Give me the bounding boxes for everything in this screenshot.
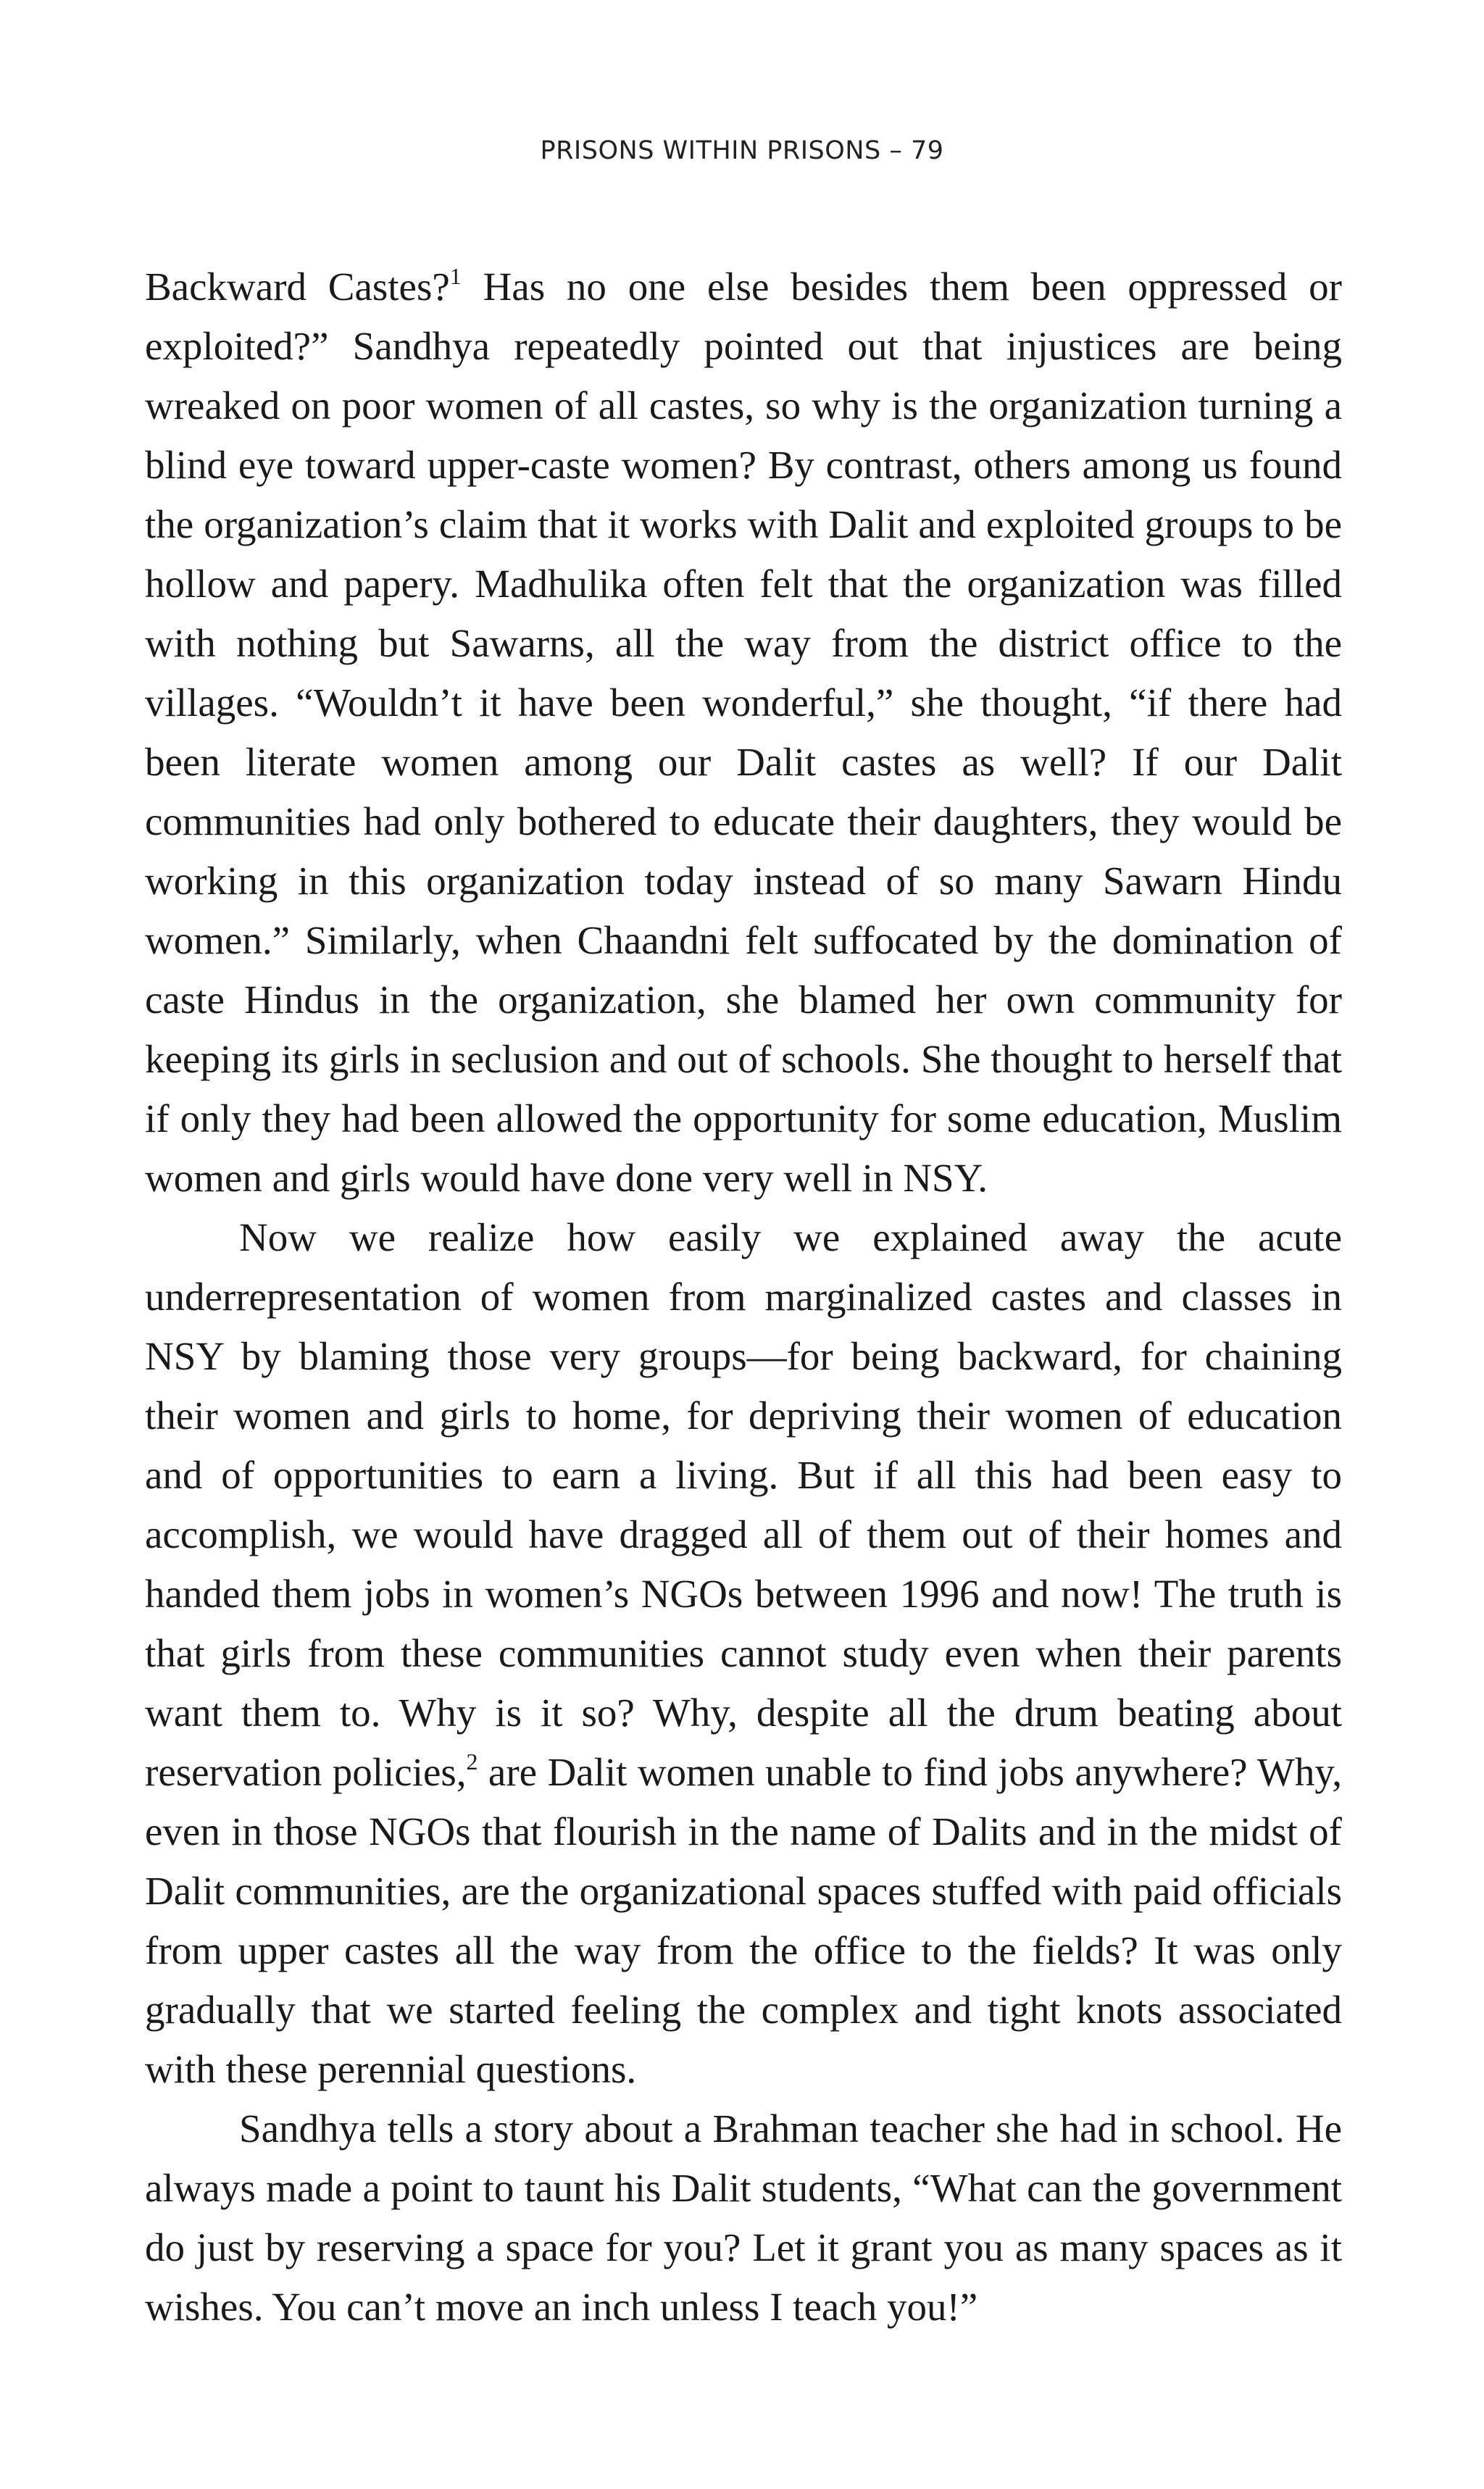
- body-text: [145, 257, 1342, 2337]
- paragraph-text: Sandhya tells a story about a Brahman teacher she had in school. He always made a point to taunt his Dalit students, “What can the government do just by reserving a space for you? Let it grant you as many spaces as it wishes. You can’t move an inch unless I teach you!”: [145, 2106, 1342, 2329]
- footnote-ref[interactable]: 2: [466, 1748, 478, 1775]
- paragraph: [145, 2099, 1342, 2337]
- paragraph: [145, 1208, 1342, 2099]
- paragraph-text: are Dalit women unable to find jobs anywhere? Why, even in those NGOs that flourish in the name of Dalits and in the midst of Dalit communities, are the organizational spaces stuffed with paid officials from upper castes all the way from the office to the fields? It was only gradually that we started feeling the complex and tight knots associated with these perennial questions.: [145, 1750, 1343, 2091]
- paragraph-text: Backward Castes?: [145, 264, 450, 309]
- paragraph-text: Has no one else besides them been oppressed or exploited?” Sandhya repeatedly pointed out that injustices are being wreaked on poor women of all castes, so why is the organization turning a blind eye toward upper-caste women? By contrast, others among us found the organization’s claim that it works with Dalit and exploited groups to be hollow and papery. Madhulika often felt that the organization was filled with nothing but Sawarns, all the way from the district office to the villages. “Wouldn’t it have been wonderful,” she thought, “if there had been literate women among our Dalit castes as well? If our Dalit communities had only bothered to educate their daughters, they would be working in this organization today instead of so many Sawarn Hindu women.” Similarly, when Chaandni felt suffocated by the domination of caste Hindus in the organization, she blamed her own community for keeping its girls in seclusion and out of schools. She thought to herself that if only they had been allowed the opportunity for some education, Muslim women and girls would have done very well in NSY.: [145, 264, 1342, 1200]
- running-head: PRISONS WITHIN PRISONS – 79: [540, 136, 944, 165]
- paragraph-text: Now we realize how easily we explained away the acute underrepresentation of women from marginalized castes and classes in NSY by blaming those very groups—for being backward, for chaining their women and girls to home, for depriving their women of education and of opportunities to earn a living. But if all this had been easy to accomplish, we would have dragged all of them out of their homes and handed them jobs in women’s NGOs between 1996 and now! The truth is that girls from these communities cannot study even when their parents want them to. Why is it so? Why, despite all the drum beating about reservation policies,: [145, 1215, 1342, 1794]
- paragraph: [145, 257, 1342, 1208]
- footnote-ref[interactable]: 1: [449, 263, 462, 289]
